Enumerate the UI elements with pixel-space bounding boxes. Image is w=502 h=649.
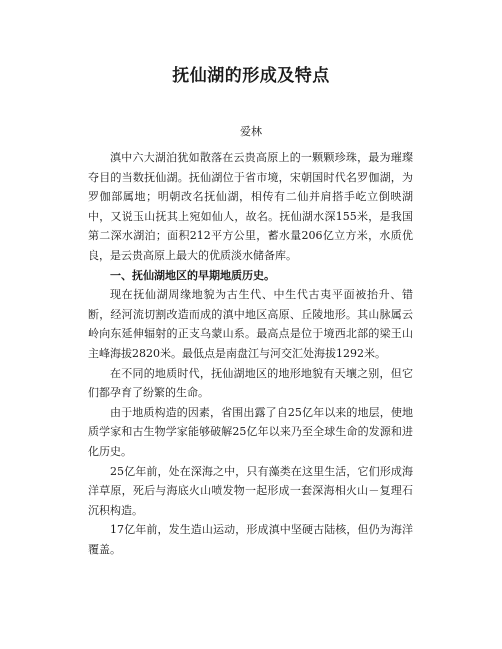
paragraph-17-billion: 17亿年前，发生造山运动，形成滇中坚硬古陆核，但仍为海洋覆盖。 [88,523,413,556]
paragraph-landform: 现在抚仙湖周缘地貌为古生代、中生代古夷平面被抬升、错断，经河流切割改造而成的滇中地区高原、丘陵地形。其山脉属云岭向东延伸辐射的正支乌蒙山系。最高点是位于境西北部的梁王山主峰海拔2820米。最低点是南盘江与河交汇处海拔1292米。 [88,288,413,360]
paragraph-intro: 滇中六大湖泊犹如散落在云贵高原上的一颗颗珍珠，最为璀璨夺目的当数抚仙湖。抚仙湖位于省市境，宋朝国时代名罗伽湖，为罗伽部属地；明朝改名抚仙湖，相传有二仙并肩搭手屹立倒映湖中，又说玉山抚其上宛如仙人，故名。抚仙湖水深155米，是我国第二深水湖泊；面积212平方公里，蓄水量206亿立方米，水质优良，是云贵高原上最大的优质淡水储备库。 [88,151,413,262]
paragraph-25-billion: 25亿年前，处在深海之中，只有藻类在这里生活，它们形成海洋草原，死后与海底火山喷发物一起形成一套深海相火山－复理石沉积构造。 [88,464,413,517]
paragraph-strata: 由于地质构造的因素，省围出露了自25亿年以来的地层，使地质学家和古生物学家能够破解25亿年以来乃至全球生命的发源和进化历史。 [88,405,413,458]
author-name: 爱林 [240,125,262,138]
document-title: 抚仙湖的形成及特点 [172,66,330,86]
document-body [88,148,413,559]
section-heading: 一、抚仙湖地区的早期地质历史。 [110,268,275,282]
paragraph-life: 在不同的地质时代，抚仙湖地区的地形地貌有天壤之别，但它们都孕育了纷繁的生命。 [88,366,413,400]
